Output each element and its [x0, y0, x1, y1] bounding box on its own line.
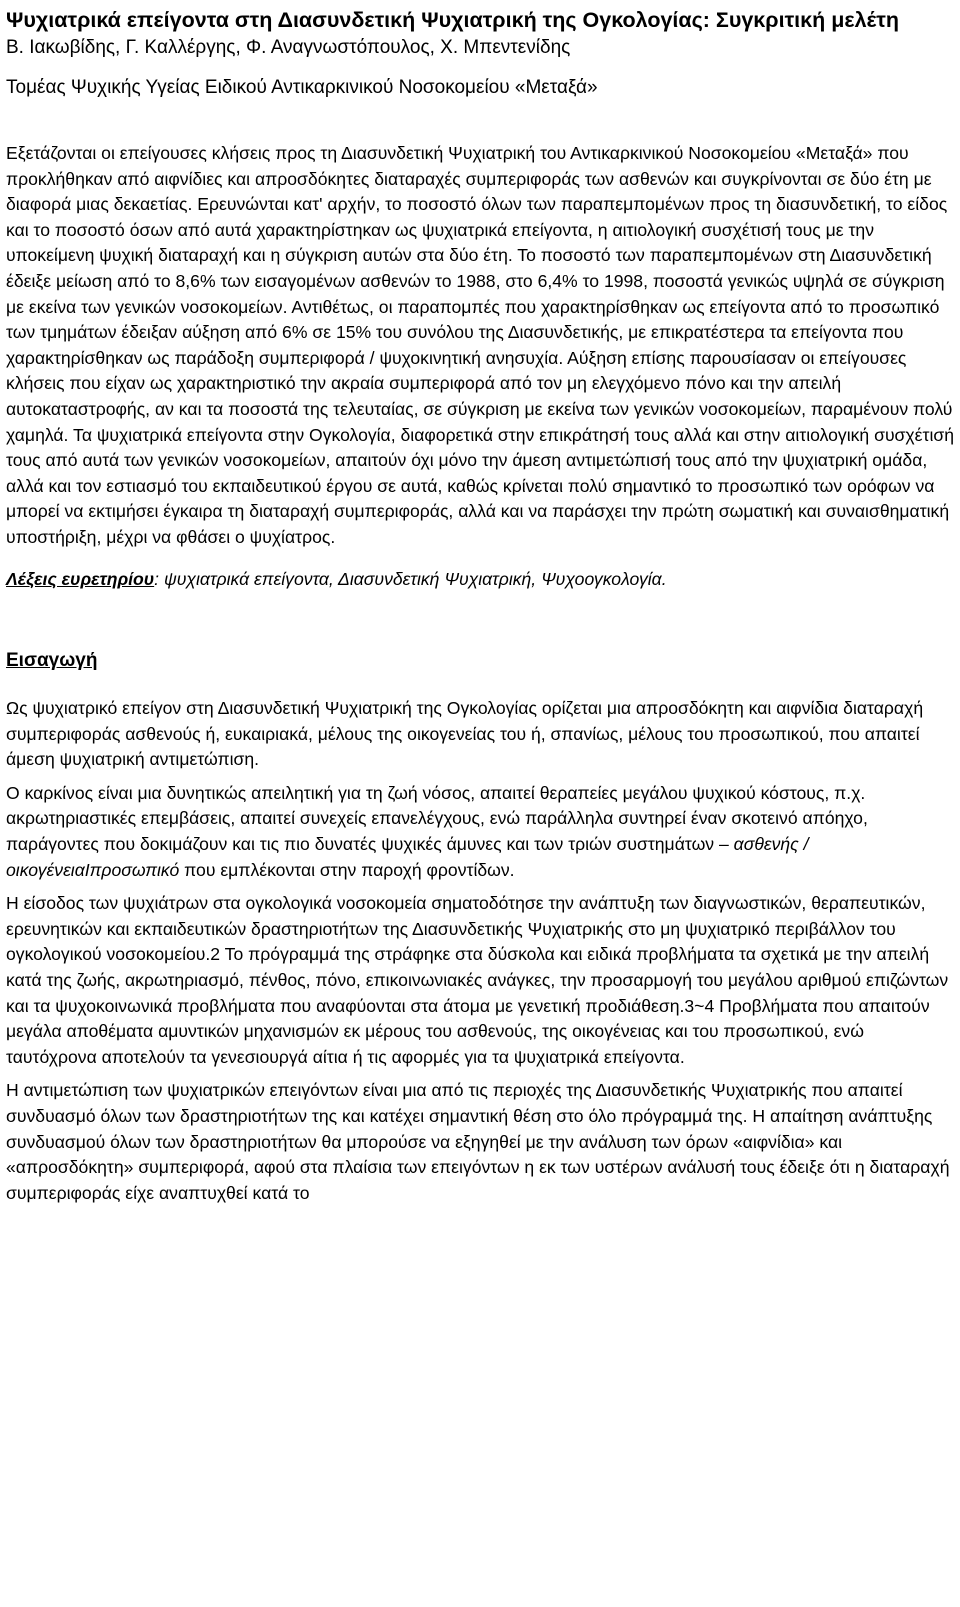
authors: Β. Ιακωβίδης, Γ. Καλλέργης, Φ. Αναγνωστόπουλος, Χ. Μπεντενίδης: [6, 37, 571, 58]
keywords-label: Λέξεις ευρετηρίου: [6, 568, 155, 589]
keywords: [6, 567, 954, 593]
intro-paragraph-2: [6, 781, 954, 883]
abstract: Εξετάζονται οι επείγουσες κλήσεις προς τη Διασυνδετική Ψυχιατρική του Αντικαρκινικού Νοσοκομείου «Μεταξά» που προκλήθηκαν από αιφνίδιες και απροσδόκητες διαταραχές συμπεριφοράς των ασθενών και συγκρίνονται σε δύο έτη με διαφορά μιας δεκαετίας. Ερευνώνται κατ' αρχήν, το ποσοστό όλων των παραπεμπομένων προς τη διασυνδετική, το είδος και το ποσοστό όσων από αυτά χαρακτηρίστηκαν ως ψυχιατρικά επείγοντα, η αιτιολογική συσχέτισή τους με την υποκείμενη ψυχική διαταραχή και η σύγκριση αυτών στα δύο έτη. Το ποσοστό των παραπεμπομένων στη Διασυνδετική έδειξε μείωση από το 8,6% των εισαγομένων ασθενών το 1988, στο 6,4% το 1998, ποσοστά γενικώς υψηλά σε σύγκριση με εκείνα των γενικών νοσοκομείων. Αντιθέτως, οι παραπομπές που χαρακτηρίσθηκαν ως επείγοντα από το προσωπικό των τμημάτων έδειξαν αύξηση από 6% σε 15% του συνόλου της Διασυνδετικής, με επικρατέστερα τα επείγοντα που χαρακτηρίσθηκαν ως παράδοξη συμπεριφορά / ψυχοκινητική ανησυχία. Αύξηση επίσης παρουσίασαν οι επείγουσες κλήσεις που είχαν ως χαρακτηριστικό την ακραία συμπεριφορά από τον μη ελεγχόμενο πόνο και την απειλή αυτοκαταστροφής, αν και τα ποσοστά της τελευταίας, σε σύγκριση με εκείνα των γενικών νοσοκομείων, παραμένουν πολύ χαμηλά. Τα ψυχιατρικά επείγοντα στην Ογκολογία, διαφορετικά στην επικράτησή τους αλλά και στην αιτιολογική συσχέτισή τους από αυτά των γενικών νοσοκομείων, απαιτούν όχι μόνο την άμεση αντιμετώπισή τους από την ψυχιατρική ομάδα, αλλά και τον εστιασμό του εκπαιδευτικού έργου σε αυτά, καθώς κρίνεται πολύ σημαντικό το προσωπικό των ορόφων να μπορεί να εκτιμήσει έγκαιρα τη διαταραχή συμπεριφοράς, αλλά και να παράσχει την πρώτη σωματική και συναισθηματική υποστήριξη, μέχρι να φθάσει ο ψυχίατρος.: [6, 143, 954, 547]
keywords-separator: :: [154, 568, 164, 589]
intro-paragraph-2-start: Ο καρκίνος είναι μια δυνητικώς απειλητική για τη ζωή νόσος, απαιτεί θεραπείες μεγάλου ψυχικού κόστους, π.χ. ακρωτηριαστικές επεμβάσεις, απαιτεί συνεχείς επανελέγχους, ενώ παράλληλα συντηρεί έναν σκοτεινό απόηχο, παράγοντες που δοκιμάζουν και τις πιο δυνατές ψυχικές άμυνες και των τριών συστημάτων –: [6, 782, 868, 855]
intro-paragraph-3: Η είσοδος των ψυχιάτρων στα ογκολογικά νοσοκομεία σηματοδότησε την ανάπτυξη των διαγνωστικών, θεραπευτικών, ερευνητικών και εκπαιδευτικών δραστηριοτήτων της Διασυνδετικής Ψυχιατρικής στο μη ψυχιατρικό περιβάλλον του ογκολογικού νοσοκομείου.2 Το πρόγραμμά της στράφηκε στα δύσκολα και ειδικά προβλήματα τα σχετικά με την απειλή κατά της ζωής, ακρωτηριασμό, πένθος, πόνο, επικοινωνιακές ανάγκες, την προσαρμογή του μεγάλου αριθμού επιζώντων και τα ψυχοκοινωνικά προβλήματα που αναφύονται στα άτομα με γενετική προδιάθεση.3~4 Προβλήματα που απαιτούν μεγάλα αποθέματα αμυντικών μηχανισμών εκ μέρους του ασθενούς, της οικογένειας και του προσωπικού, ενώ ταυτόχρονα αποτελούν τα γενεσιουργά αίτια ή τις αφορμές για τα ψυχιατρικά επείγοντα.: [6, 893, 949, 1067]
document-page: [0, 6, 960, 1206]
section-heading-introduction: Εισαγωγή: [6, 650, 98, 672]
affiliation: Τομέας Ψυχικής Υγείας Ειδικού Αντικαρκινικού Νοσοκομείου «Μεταξά»: [6, 77, 598, 98]
intro-paragraph-1: Ως ψυχιατρικό επείγον στη Διασυνδετική Ψυχιατρική της Ογκολογίας ορίζεται μια απροσδόκητη και αιφνίδια διαταραχή συμπεριφοράς ασθενούς ή, ευκαιριακά, μέλους της οικογενείας του ή, σπανίως, μέλους του προσωπικού, που απαιτεί άμεση ψυχιατρική αντιμετώπιση.: [6, 698, 924, 770]
intro-paragraph-2-end: που εμπλέκονται στην παροχή φροντίδων.: [179, 859, 515, 880]
intro-paragraph-4: Η αντιμετώπιση των ψυχιατρικών επειγόντων είναι μια από τις περιοχές της Διασυνδετικής Ψυχιατρικής που απαιτεί συνδυασμό όλων των δραστηριοτήτων της και κατέχει σημαντική θέση στο όλο πρόγραμμά της. Η απαίτηση ανάπτυξης συνδυασμού όλων των δραστηριοτήτων θα μπορούσε να εξηγηθεί με την ανάλυση των όρων «αιφνίδια» και «απροσδόκητη» συμπεριφορά, αφού στα πλαίσια των επειγόντων η εκ των υστέρων ανάλυσή τους έδειξε ότι η διαταραχή συμπεριφοράς είχε αναπτυχθεί κατά το: [6, 1080, 950, 1203]
keywords-text: ψυχιατρικά επείγοντα, Διασυνδετική Ψυχιατρική, Ψυχοογκολογία.: [163, 568, 667, 589]
intro-paragraph-2-italic: ασθενής / οικογένειαΙπροσωπικό: [6, 834, 809, 880]
paper-title: Ψυχιατρικά επείγοντα στη Διασυνδετική Ψυχιατρική της Ογκολογίας: Συγκριτική μελέτη: [6, 8, 899, 32]
